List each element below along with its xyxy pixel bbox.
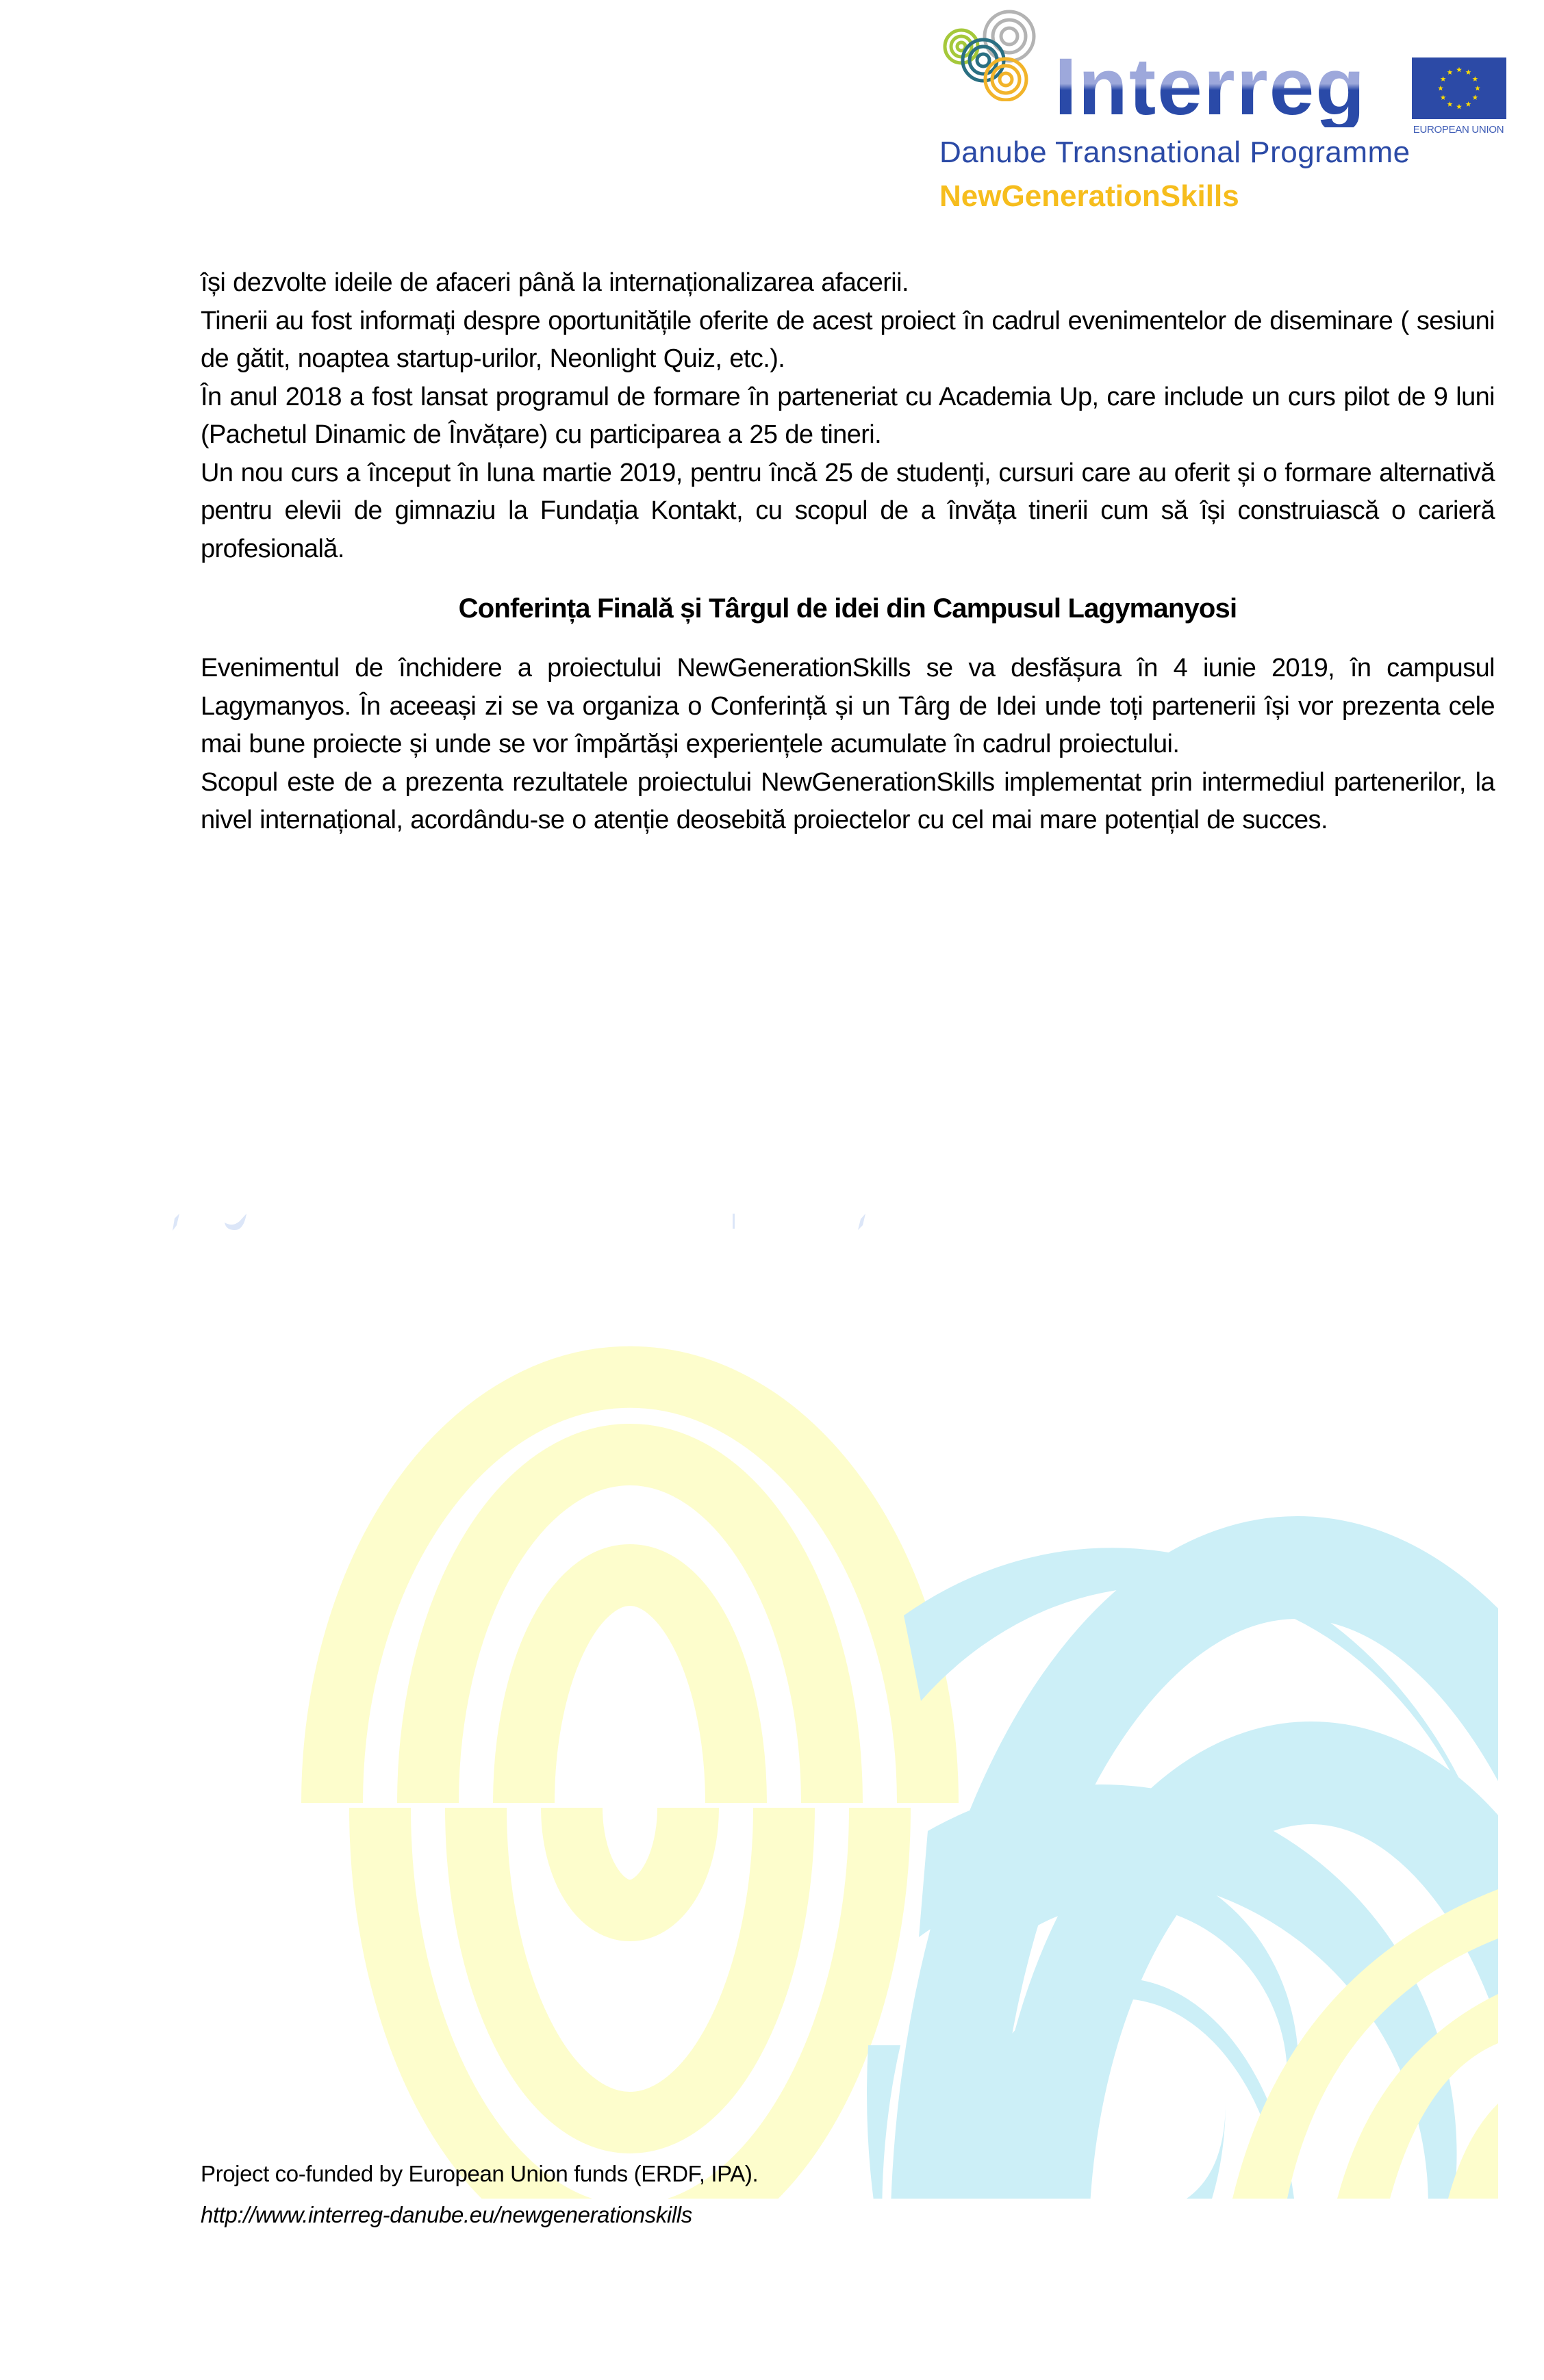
paragraph: Scopul este de a prezenta rezultatele proiectului NewGenerationSkills implementat prin intermediul partenerilor, la nivel internațional, acordându-se o atenție deosebită proiectelor cu cel mai mare potențial de succes.	[201, 767, 1495, 834]
eu-flag-icon	[1412, 57, 1506, 119]
paragraph: Tinerii au fost informați despre oportunitățile oferite de acest proiect în cadrul evenimentelor de diseminare ( sesiuni de gătit, noaptea startup-urilor, Neonlight Quiz, etc.).	[201, 306, 1495, 373]
page-footer	[201, 2153, 758, 2236]
paragraph: În anul 2018 a fost lansat programul de formare în parteneriat cu Academia Up, care include un curs pilot de 9 luni (Pachetul Dinamic de Învățare) cu participarea a 25 de tineri.	[201, 382, 1495, 449]
project-url-link[interactable]: http://www.interreg-danube.eu/newgenerationskills	[201, 2202, 692, 2227]
section-heading: Conferința Finală și Târgul de idei din Campusul Lagymanyosi	[458, 593, 1237, 624]
document-body	[201, 264, 1495, 840]
paragraph: Evenimentul de închidere a proiectului NewGenerationSkills se va desfășura în 4 iunie 2019, în campusul Lagymanyos. În aceeași zi se va organiza o Conferință și un Târg de Idei unde toți partenerii își vor prezenta cele mai bune proiecte și unde se vor împărtăși experiențele acumulate în cadrul proiectului.	[201, 654, 1495, 758]
project-name: NewGenerationSkills	[939, 179, 1239, 213]
yellow-rings-upper	[332, 1377, 928, 1803]
interreg-rings-icon	[941, 5, 1043, 101]
paragraph: își dezvolte ideile de afaceri până la internaționalizarea afacerii.	[201, 268, 909, 297]
faint-ring-fragments	[173, 1214, 865, 1231]
programme-name: Danube Transnational Programme	[939, 136, 1410, 169]
interreg-wordmark: Interreg	[1054, 42, 1367, 132]
eu-label: EUROPEAN UNION	[1413, 124, 1504, 136]
funding-statement: Project co-funded by European Union funds (ERDF, IPA).	[201, 2161, 759, 2186]
paragraph: Un nou curs a început în luna martie 2019, pentru încă 25 de studenți, cursuri care au oferit și o formare alternativă pentru elevii de gimnaziu la Fundația Kontakt, cu scopul de a învăța tinerii cum să își construiască o carieră profesională.	[201, 458, 1495, 563]
